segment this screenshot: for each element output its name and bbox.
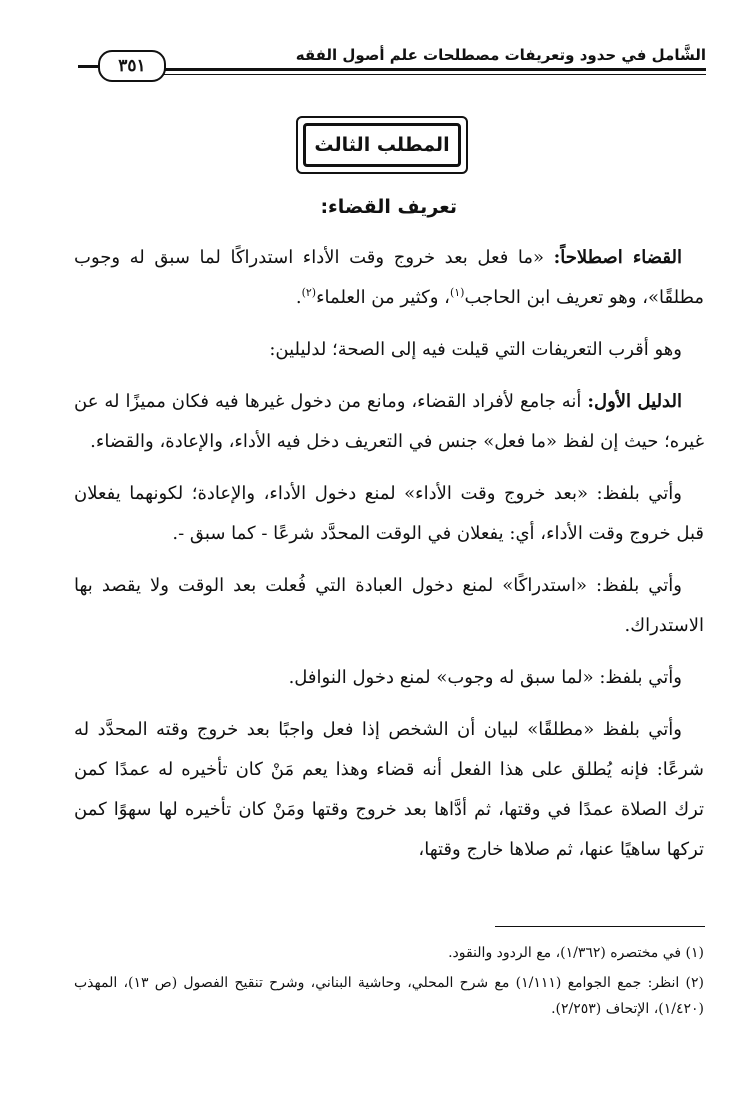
header-rule-thin xyxy=(164,74,706,75)
footnote: (١) في مختصره (١/٣٦٢)، مع الردود والنقود. xyxy=(448,945,704,961)
running-header xyxy=(78,46,706,88)
subheading: تعريف القضاء: xyxy=(320,196,457,218)
paragraph: وهو أقرب التعريفات التي قيلت فيه إلى الصحة؛ لدليلين: xyxy=(269,339,682,360)
paragraph-lead: الدليل الأول: xyxy=(587,391,682,412)
body-text xyxy=(74,238,704,882)
footnote-divider xyxy=(495,926,705,927)
paragraph: وأتي بلفظ: «لما سبق له وجوب» لمنع دخول النوافل. xyxy=(288,667,682,688)
footnote-ref: (١) xyxy=(449,286,465,299)
paragraph-definition: القضاء اصطلاحاً: «ما فعل بعد خروج وقت الأداء استدراكًا لما سبق له وجوب مطلقًا»، وهو تعريف ابن الحاجب$^{(١)}$، وكثير من العلماء$^{(٢)}$. xyxy=(74,247,704,308)
section-title: المطلب الثالث xyxy=(303,123,461,167)
paragraph: وأتي بلفظ «مطلقًا» لبيان أن الشخص إذا فعل واجبًا بعد خروج وقته المحدَّد له شرعًا: فإنه يُطلق على هذا الفعل أنه قضاء وهذا يعم مَنْ كان تأخيره له عمدًا كمن ترك الصلاة عمدًا في وقتها، ثم أدَّاها بعد خروج وقتها ومَنْ كان تأخيره لها سهوًا كمن تركها ساهيًا عنها، ثم صلاها خارج وقتها، xyxy=(74,719,704,860)
page-number: ٣٥١ xyxy=(98,50,166,82)
paragraph-lead: القضاء اصطلاحاً: xyxy=(553,247,682,268)
book-title: الشَّامل في حدود وتعريفات مصطلحات علم أصول الفقه xyxy=(295,46,706,64)
footnote: (٢) انظر: جمع الجوامع (١/١١١) مع شرح المحلي، وحاشية البناني، وشرح تنقيح الفصول (ص ١٣)، المهذب (١/٤٢٠)، الإتحاف (٢/٢٥٣). xyxy=(74,975,704,1017)
paragraph: وأتي بلفظ: «استدراكًا» لمنع دخول العبادة التي فُعلت بعد الوقت ولا يقصد بها الاستدراك. xyxy=(74,575,704,636)
paragraph: وأتي بلفظ: «بعد خروج وقت الأداء» لمنع دخول الأداء، والإعادة؛ لكونهما يفعلان قبل خروج وقت الأداء، أي: يفعلان في الوقت المحدَّد شرعًا - كما سبق -. xyxy=(74,483,704,544)
section-title-frame xyxy=(296,116,468,174)
header-rule-thick xyxy=(164,68,706,71)
paragraph-first-proof: الدليل الأول: أنه جامع لأفراد القضاء، ومانع من دخول غيرها فيه فكان مميزًا له عن غيره؛ حيث إن لفظ «ما فعل» جنس في التعريف دخل فيه الأداء، والإعادة، والقضاء. xyxy=(74,391,704,452)
footnotes xyxy=(74,940,704,1026)
footnote-ref: (٢) xyxy=(301,286,317,299)
